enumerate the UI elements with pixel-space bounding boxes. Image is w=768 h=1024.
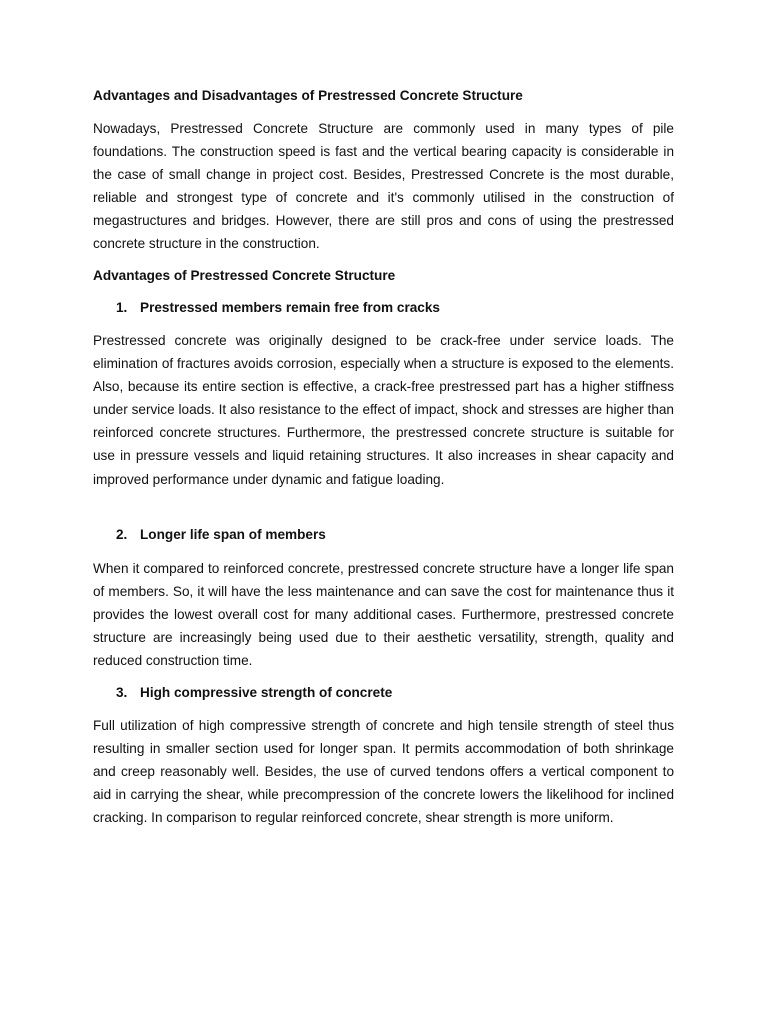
item-body: When it compared to reinforced concrete, prestressed concrete structure have a longer life span of members. So, it will have the less maintenance and can save the cost for maintenance thus it provides the lowest overall cost for many additional cases. Furthermore, prestressed concrete structure are increasingly being used due to their aesthetic versatility, strength, quality and reduced construction time.: [93, 561, 674, 669]
item-paragraph: [93, 714, 674, 829]
list-item-heading: [116, 298, 440, 318]
item-body: Full utilization of high compressive strength of concrete and high tensile strength of steel thus resulting in smaller section used for longer span. It permits accommodation of both shrinkage and creep reasonably well. Besides, the use of curved tendons offers a vertical component to aid in carrying the shear, while precompression of the concrete lowers the likelihood for inclined cracking. In comparison to regular reinforced concrete, shear strength is more uniform.: [93, 718, 674, 826]
list-item-heading: [116, 525, 326, 545]
list-number: 3.: [116, 685, 128, 700]
intro-paragraph: [93, 117, 674, 256]
advantages-heading: Advantages of Prestressed Concrete Structure: [93, 268, 396, 283]
list-item-heading: [116, 683, 392, 703]
document-title: Advantages and Disadvantages of Prestressed Concrete Structure: [93, 88, 523, 103]
list-heading-text: Longer life span of members: [140, 527, 326, 542]
item-paragraph: [93, 329, 674, 491]
list-number: 2.: [116, 527, 128, 542]
intro-text: Nowadays, Prestressed Concrete Structure are commonly used in many types of pile foundations. The construction speed is fast and the vertical bearing capacity is considerable in the case of small change in project cost. Besides, Prestressed Concrete is the most durable, reliable and strongest type of concrete and it's commonly utilised in the construction of megastructures and bridges. However, there are still pros and cons of using the prestressed concrete structure in the construction.: [93, 121, 674, 252]
item-body: Prestressed concrete was originally designed to be crack-free under service loads. The elimination of fractures avoids corrosion, especially when a structure is exposed to the elements. Also, because its entire section is effective, a crack-free prestressed part has a higher stiffness under service loads. It also resistance to the effect of impact, shock and stresses are higher than reinforced concrete structures. Furthermore, the prestressed concrete structure is suitable for use in pressure vessels and liquid retaining structures. It also increases in shear capacity and improved performance under dynamic and fatigue loading.: [93, 333, 674, 487]
list-heading-text: High compressive strength of concrete: [140, 685, 393, 700]
list-heading-text: Prestressed members remain free from cracks: [140, 300, 440, 315]
list-number: 1.: [116, 300, 128, 315]
item-paragraph: [93, 557, 674, 672]
